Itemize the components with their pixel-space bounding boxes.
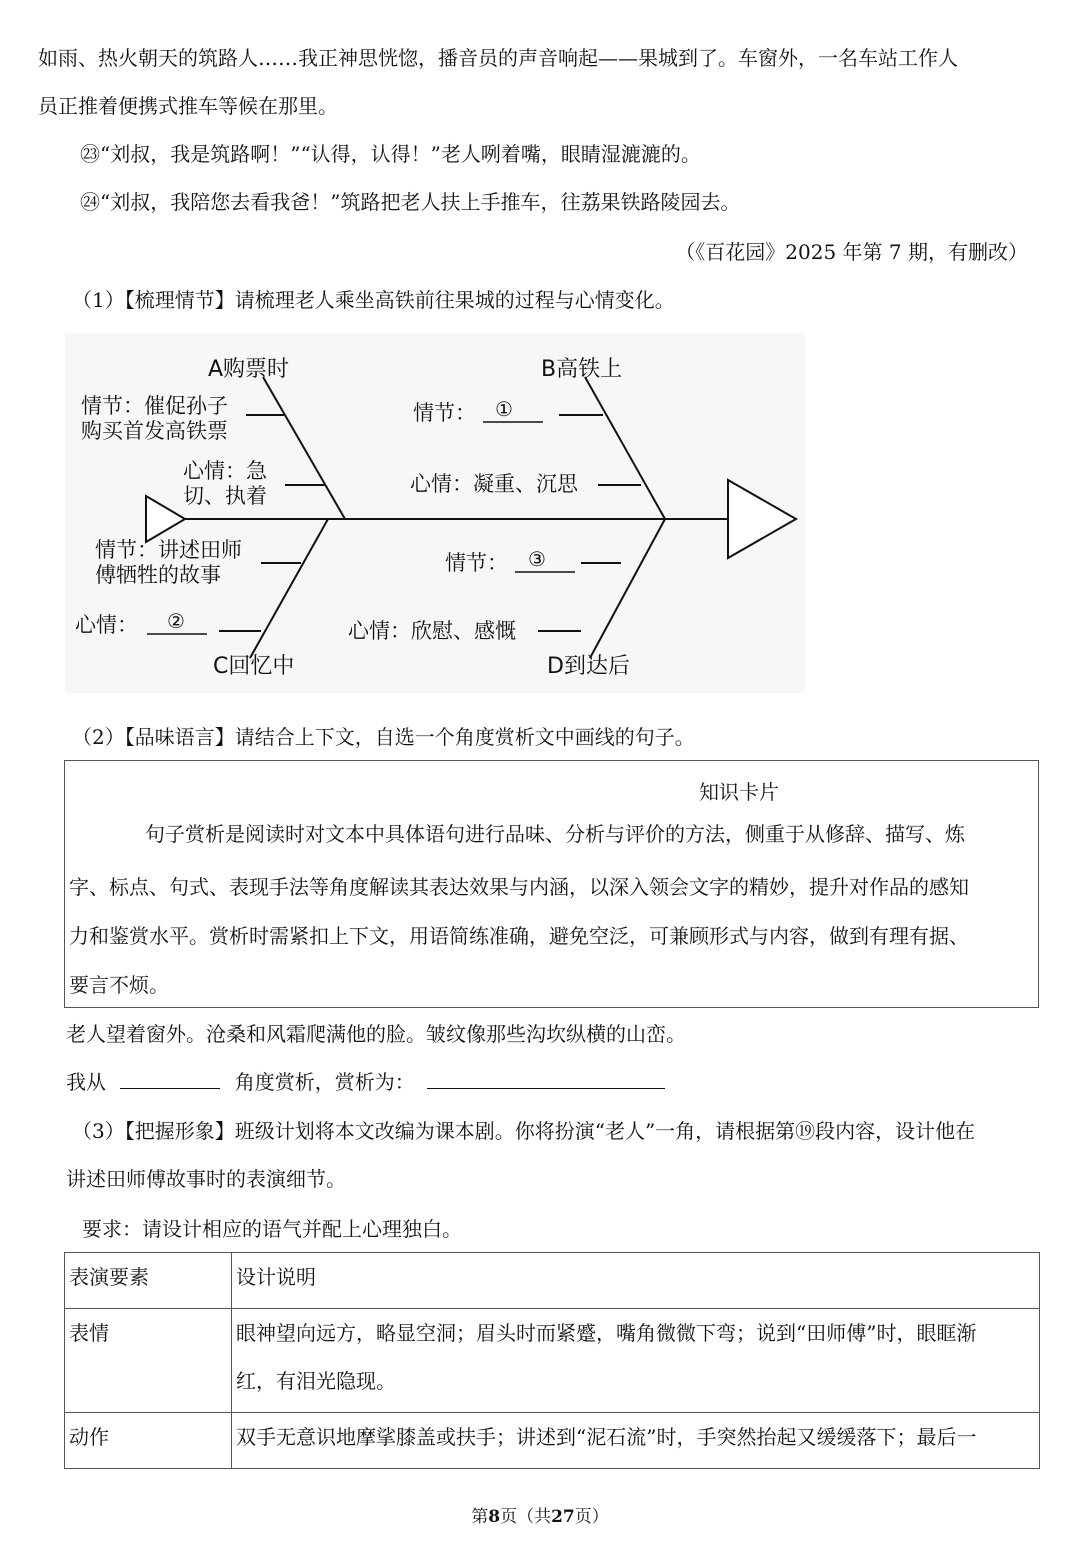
knowledge-card-line-2: 字、标点、句式、表现手法等角度解读其表达效果与内涵，以深入领会文字的精妙，提升对作品的感知 [69,875,969,899]
footer-prefix: 第 [471,1507,489,1527]
label-d-title: D到达后 [547,654,630,679]
table-cell [65,1413,232,1469]
row-element: 动作 [69,1425,109,1449]
label-blank-2: ② [167,609,185,633]
label-d-plot: 情节： [445,551,508,575]
answer-mid: 角度赏析，赏析为： [234,1070,415,1094]
label-c-mood: 心情： [75,613,138,637]
question-3-prompt-line-2: 讲述田师傅故事时的表演细节。 [66,1167,346,1191]
answer-line [66,1069,665,1095]
table-row [65,1413,1040,1469]
paragraph-23: ㉓“刘叔，我是筑路啊！”“认得，认得！”老人咧着嘴，眼睛湿漉漉的。 [80,142,701,166]
performance-table [64,1252,1040,1469]
analysis-blank[interactable] [427,1070,665,1089]
footer-suffix: 页） [574,1507,609,1527]
table-cell [232,1413,1040,1469]
question-1-prompt: （1）【梳理情节】请梳理老人乘坐高铁前往果城的过程与心情变化。 [72,288,675,312]
table-header-cell [65,1253,232,1309]
label-b-mood: 心情：凝重、沉思 [410,472,578,496]
table-row [65,1309,1040,1413]
table-header-cell [232,1253,1040,1309]
row-description-line-1: 双手无意识地摩挲膝盖或扶手；讲述到“泥石流”时，手突然抬起又缓缓落下；最后一 [236,1425,977,1449]
label-c-title: C回忆中 [213,654,295,679]
table-cell [65,1309,232,1413]
label-a-mood-2: 切、执着 [183,484,267,508]
story-line-2: 员正推着便携式推车等候在那里。 [38,94,338,118]
label-d-mood: 心情：欣慰、感慨 [348,619,516,643]
label-blank-1: ① [495,397,513,421]
story-line-1: 如雨、热火朝天的筑路人……我正神思恍惚，播音员的声音响起——果城到了。车窗外，一名车站工作人 [38,46,958,70]
paragraph-24: ㉔“刘叔，我陪您去看我爸！”筑路把老人扶上手推车，往荔果铁路陵园去。 [80,190,741,214]
table-header-row [65,1253,1040,1309]
row-description-line-2: 红，有泪光隐现。 [236,1369,396,1393]
knowledge-card-line-3: 力和鉴赏水平。赏析时需紧扣上下文，用语简练准确，避免空泛，可兼顾形式与内容，做到有理有据、 [69,924,969,948]
knowledge-card-title: 知识卡片 [699,780,779,804]
label-a-plot-1: 情节：催促孙子 [81,394,228,418]
label-a-plot-2: 购买首发高铁票 [81,419,228,443]
page-footer [0,1502,1080,1527]
source-citation: （《百花园》2025 年第 7 期，有删改） [675,240,1028,264]
header-description: 设计说明 [236,1265,316,1289]
row-description-line-1: 眼神望向远方，略显空洞；眉头时而紧蹙，嘴角微微下弯；说到“田师傅”时，眼眶渐 [236,1321,977,1345]
knowledge-card-line-1: 句子赏析是阅读时对文本中具体语句进行品味、分析与评价的方法，侧重于从修辞、描写、炼 [145,822,965,846]
fishbone-diagram [65,333,805,693]
footer-total-pages: 27 [551,1507,575,1527]
angle-blank[interactable] [120,1070,220,1089]
header-element: 表演要素 [69,1265,149,1289]
label-a-mood-1: 心情：急 [183,459,267,483]
row-element: 表情 [69,1321,109,1345]
label-c-plot-1: 情节：讲述田师 [95,538,242,562]
knowledge-card-line-4: 要言不烦。 [69,973,169,997]
label-blank-3: ③ [528,547,546,571]
target-sentence: 老人望着窗外。沧桑和风霜爬满他的脸。皱纹像那些沟坎纵横的山峦。 [66,1022,686,1046]
question-2-prompt: （2）【品味语言】请结合上下文，自选一个角度赏析文中画线的句子。 [72,725,695,749]
footer-mid: 页（共 [500,1507,552,1527]
label-b-title: B高铁上 [541,357,623,382]
label-c-plot-2: 傅牺牲的故事 [95,563,221,587]
question-3-requirement: 要求：请设计相应的语气并配上心理独白。 [82,1217,462,1241]
table-cell [232,1309,1040,1413]
answer-prefix: 我从 [66,1070,106,1094]
knowledge-card [64,760,1039,1008]
label-b-plot: 情节： [413,401,476,425]
label-a-title: A购票时 [208,357,290,382]
footer-page-number: 8 [488,1507,501,1527]
question-3-prompt-line-1: （3）【把握形象】班级计划将本文改编为课本剧。你将扮演“老人”一角，请根据第⑲段内容，设计他在 [72,1119,976,1143]
